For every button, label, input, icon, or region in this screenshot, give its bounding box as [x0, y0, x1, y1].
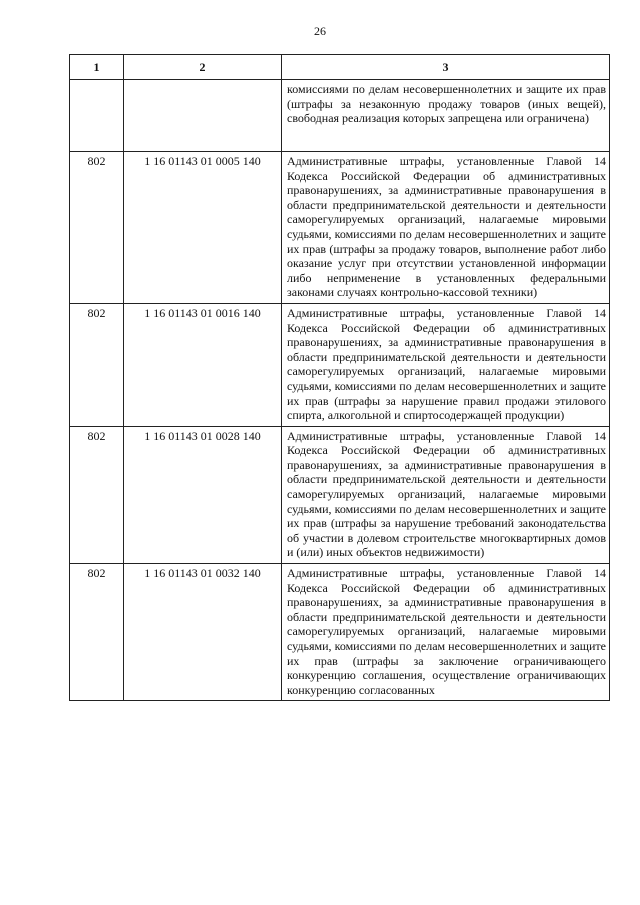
- table-row: [70, 564, 610, 701]
- description-cell: Административные штрафы, установленные Главой 14 Кодекса Российской Федерации об административных правонарушениях, за административные правонарушения в области предпринимательской деятельности и деятельности саморегулируемых организаций, налагаемые мировыми судьями, комиссиями по делам несовершеннолетних и защите их прав (штрафы за нарушение правил продажи этилового спирта, алкогольной и спиртосодержащей продукции): [282, 303, 610, 426]
- header-col-2: 2: [124, 55, 282, 80]
- kbk-code-cell: 1 16 01143 01 0028 140: [124, 426, 282, 563]
- table-row: [70, 80, 610, 152]
- kbk-code-cell: 1 16 01143 01 0016 140: [124, 303, 282, 426]
- header-col-1: 1: [70, 55, 124, 80]
- page-number: 26: [314, 24, 326, 38]
- admin-code-cell: [70, 80, 124, 152]
- table-row: [70, 426, 610, 563]
- admin-code-cell: 802: [70, 152, 124, 304]
- description-cell: Административные штрафы, установленные Главой 14 Кодекса Российской Федерации об административных правонарушениях, за административные правонарушения в области предпринимательской деятельности и деятельности саморегулируемых организаций, налагаемые мировыми судьями, комиссиями по делам несовершеннолетних и защите их прав (штрафы за заключение ограничивающего конкуренцию соглашения, осуществление ограничивающих конкуренцию согласованных: [282, 564, 610, 701]
- description-cell: комиссиями по делам несовершеннолетних и защите их прав (штрафы за незаконную продажу товаров (иных вещей), свободная реализация которых запрещена или ограничена): [282, 80, 610, 152]
- admin-code-cell: 802: [70, 303, 124, 426]
- table-header-row: [70, 55, 610, 80]
- kbk-code-cell: 1 16 01143 01 0032 140: [124, 564, 282, 701]
- budget-codes-table: [69, 54, 610, 701]
- kbk-code-cell: [124, 80, 282, 152]
- header-col-3: 3: [282, 55, 610, 80]
- admin-code-cell: 802: [70, 564, 124, 701]
- table-row: [70, 303, 610, 426]
- description-cell: Административные штрафы, установленные Главой 14 Кодекса Российской Федерации об административных правонарушениях, за административные правонарушения в области предпринимательской деятельности и деятельности саморегулируемых организаций, налагаемые мировыми судьями, комиссиями по делам несовершеннолетних и защите их прав (штрафы за нарушение требований законодательства об участии в долевом строительстве многоквартирных домов и (или) иных объектов недвижимости): [282, 426, 610, 563]
- description-cell: Административные штрафы, установленные Главой 14 Кодекса Российской Федерации об административных правонарушениях, за административные правонарушения в области предпринимательской деятельности и деятельности саморегулируемых организаций, налагаемые мировыми судьями, комиссиями по делам несовершеннолетних и защите их прав (штрафы за продажу товаров, выполнение работ либо оказание услуг при отсутствии установленной информации либо неприменение в установленных федеральными законами случаях контрольно-кассовой техники): [282, 152, 610, 304]
- admin-code-cell: 802: [70, 426, 124, 563]
- table-row: [70, 152, 610, 304]
- kbk-code-cell: 1 16 01143 01 0005 140: [124, 152, 282, 304]
